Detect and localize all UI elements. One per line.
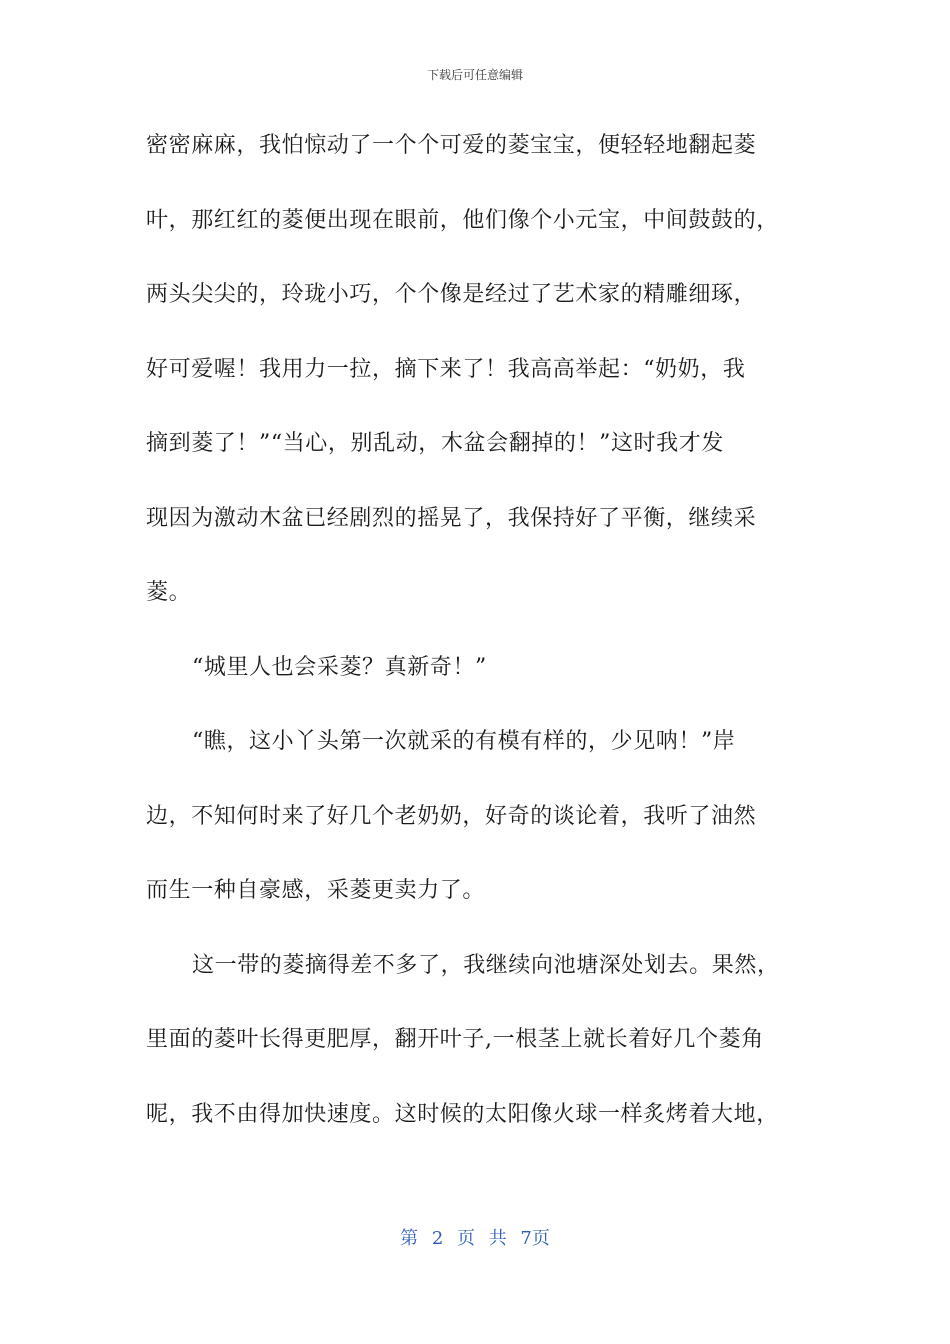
text-line: 摘到菱了！”“当心，别乱动，木盆会翻掉的！”这时我才发 <box>146 431 724 456</box>
text-line: 边，不知何时来了好几个老奶奶，好奇的谈论着，我听了油然 <box>146 803 757 829</box>
body-text <box>146 121 806 1164</box>
text-line-indented: “城里人也会采菱？真新奇！” <box>192 654 487 680</box>
text-line-indented: “瞧，这小丫头第一次就采的有模有样的，少见呐！”岸 <box>192 729 736 754</box>
text-line: 里面的菱叶长得更肥厚，翻开叶子,一根茎上就长着好几个菱角 <box>146 1027 764 1052</box>
text-line: 菱。 <box>146 580 192 605</box>
text-line: 而生一种自豪感，采菱更卖力了。 <box>146 878 486 903</box>
text-line: 密密麻麻，我怕惊动了一个个可爱的菱宝宝，便轻轻地翻起菱 <box>146 133 757 158</box>
text-line: 呢，我不由得加快速度。这时候的太阳像火球一样炙烤着大地， <box>146 1101 779 1127</box>
page-number-footer: 第 2 页 共 7页 <box>400 1228 550 1249</box>
text-line: 好可爱喔！我用力一拉，摘下来了！我高高举起：“奶奶，我 <box>146 356 746 382</box>
text-line: 现因为激动木盆已经剧烈的摇晃了，我保持好了平衡，继续采 <box>146 505 757 531</box>
text-line: 两头尖尖的，玲珑小巧，个个像是经过了艺术家的精雕细琢， <box>146 282 757 307</box>
text-line: 叶，那红红的菱便出现在眼前，他们像个小元宝，中间鼓鼓的， <box>146 207 779 233</box>
page-header: 下载后可任意编辑 <box>426 68 523 82</box>
text-line-indented: 这一带的菱摘得差不多了，我继续向池塘深处划去。果然， <box>192 952 780 978</box>
